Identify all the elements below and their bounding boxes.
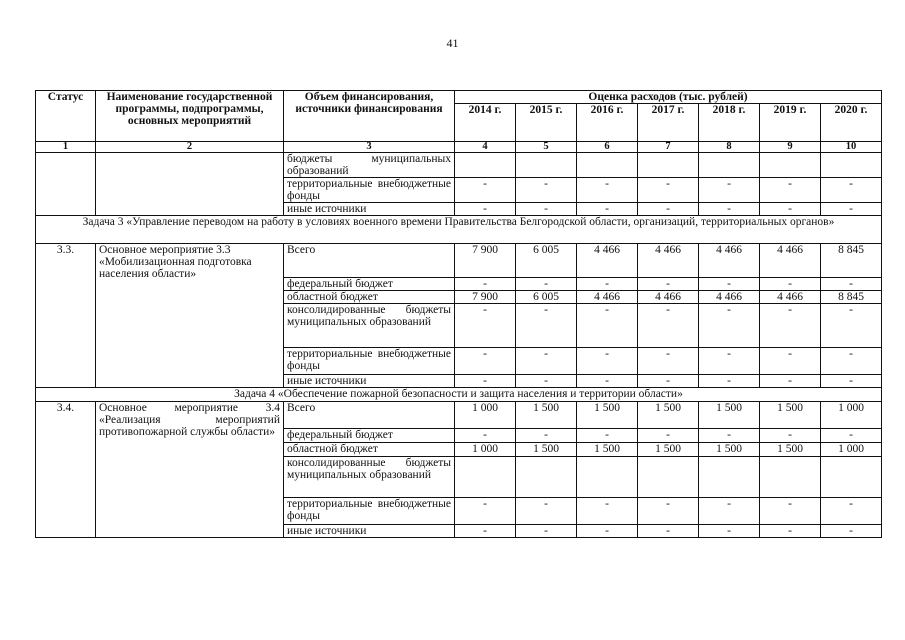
expense-value: - <box>516 304 577 348</box>
expense-value: - <box>821 203 882 216</box>
financing-source: федеральный бюджет <box>284 429 455 443</box>
header-expense-estimate: Оценка расходов (тыс. рублей) <box>455 91 882 104</box>
expense-value <box>638 457 699 498</box>
table-row <box>36 402 882 429</box>
financing-source: иные источники <box>284 203 455 216</box>
expense-value: 1 500 <box>516 402 577 429</box>
expense-value: - <box>516 525 577 538</box>
expense-value: - <box>455 304 516 348</box>
expense-value: 4 466 <box>577 291 638 304</box>
expense-value <box>577 153 638 178</box>
column-number: 10 <box>821 142 882 153</box>
expense-value: 1 500 <box>699 402 760 429</box>
header-program-name: Наименование государственной программы, подпрограммы, основных мероприятий <box>96 91 284 142</box>
header-year: 2020 г. <box>821 104 882 142</box>
status-number: 3.4. <box>36 402 96 538</box>
expense-value: - <box>760 304 821 348</box>
expense-value: - <box>638 178 699 203</box>
expense-value: 4 466 <box>577 244 638 278</box>
expense-value <box>699 457 760 498</box>
expense-value: - <box>699 429 760 443</box>
expense-value: 8 845 <box>821 244 882 278</box>
expense-value <box>760 457 821 498</box>
expense-value: - <box>821 375 882 388</box>
expense-value: 1 500 <box>638 402 699 429</box>
financing-source: областной бюджет <box>284 291 455 304</box>
header-year: 2019 г. <box>760 104 821 142</box>
expense-estimate-table <box>35 90 882 538</box>
expense-value: 1 500 <box>760 402 821 429</box>
task-row <box>36 388 882 402</box>
expense-value: - <box>455 348 516 375</box>
expense-value: - <box>577 178 638 203</box>
financing-source: территориальные внебюджетные фонды <box>284 348 455 375</box>
financing-source: иные источники <box>284 375 455 388</box>
expense-value: - <box>760 178 821 203</box>
expense-value: 6 005 <box>516 291 577 304</box>
header-status: Статус <box>36 91 96 142</box>
expense-value: - <box>638 429 699 443</box>
financing-source: территориальные внебюджетные фонды <box>284 498 455 525</box>
expense-value: - <box>577 525 638 538</box>
financing-source: территориальные внебюджетные фонды <box>284 178 455 203</box>
expense-value: - <box>455 178 516 203</box>
expense-value: 7 900 <box>455 291 516 304</box>
expense-value: - <box>699 375 760 388</box>
expense-value: 1 500 <box>638 443 699 457</box>
expense-value: - <box>516 178 577 203</box>
expense-value: - <box>699 525 760 538</box>
expense-value: - <box>577 304 638 348</box>
task-title: Задача 4 «Обеспечение пожарной безопасности и защита населения и территории области» <box>36 388 882 402</box>
expense-value: - <box>760 375 821 388</box>
expense-value: 4 466 <box>760 291 821 304</box>
expense-value: 1 500 <box>699 443 760 457</box>
expense-value: - <box>821 525 882 538</box>
expense-value: - <box>699 203 760 216</box>
expense-value: - <box>455 375 516 388</box>
expense-value: - <box>699 498 760 525</box>
expense-value: 1 000 <box>455 443 516 457</box>
expense-value: - <box>760 429 821 443</box>
financing-source: Всего <box>284 402 455 429</box>
expense-value: - <box>821 348 882 375</box>
expense-value: 4 466 <box>760 244 821 278</box>
column-number: 6 <box>577 142 638 153</box>
expense-value: - <box>516 348 577 375</box>
activity-name: Основное мероприятие 3.4 «Реализация мероприятий противопожарной службы области» <box>96 402 284 538</box>
status-number: 3.3. <box>36 244 96 388</box>
expense-value <box>760 153 821 178</box>
expense-value <box>516 457 577 498</box>
expense-value: 4 466 <box>699 291 760 304</box>
column-number: 4 <box>455 142 516 153</box>
financing-source: Всего <box>284 244 455 278</box>
task-title: Задача 3 «Управление переводом на работу в условиях военного времени Правительства Белгородской области, организаций, территориальных органов» <box>36 216 882 244</box>
column-number: 1 <box>36 142 96 153</box>
financing-source: бюджеты муниципальных образований <box>284 153 455 178</box>
expense-value: - <box>760 525 821 538</box>
expense-value: - <box>821 278 882 291</box>
expense-value: - <box>577 429 638 443</box>
expense-value: - <box>455 429 516 443</box>
expense-value: 1 000 <box>455 402 516 429</box>
header-year: 2017 г. <box>638 104 699 142</box>
expense-value: - <box>699 348 760 375</box>
expense-value: - <box>638 278 699 291</box>
status-cell-empty <box>36 153 96 216</box>
task-row <box>36 216 882 244</box>
expense-value: - <box>760 348 821 375</box>
expense-value: - <box>516 375 577 388</box>
table-body <box>36 153 882 538</box>
expense-value: - <box>821 498 882 525</box>
expense-value: 4 466 <box>638 291 699 304</box>
header-year: 2018 г. <box>699 104 760 142</box>
expense-value: 1 500 <box>577 443 638 457</box>
expense-value: 7 900 <box>455 244 516 278</box>
column-number: 9 <box>760 142 821 153</box>
expense-value: - <box>516 278 577 291</box>
expense-value: - <box>760 203 821 216</box>
expense-value <box>455 457 516 498</box>
expense-value <box>821 153 882 178</box>
expense-value: - <box>455 498 516 525</box>
activity-name: Основное мероприятие 3.3 «Мобилизационная подготовка населения области» <box>96 244 284 388</box>
expense-value: 6 005 <box>516 244 577 278</box>
expense-value: - <box>821 178 882 203</box>
financing-source: иные источники <box>284 525 455 538</box>
expense-value: 1 500 <box>577 402 638 429</box>
expense-value: - <box>699 304 760 348</box>
expense-value: - <box>516 429 577 443</box>
financing-source: консолидированные бюджеты муниципальных образований <box>284 304 455 348</box>
header-year: 2016 г. <box>577 104 638 142</box>
expense-value: - <box>577 498 638 525</box>
financing-source: областной бюджет <box>284 443 455 457</box>
header-year: 2015 г. <box>516 104 577 142</box>
expense-value: - <box>638 498 699 525</box>
expense-value: 1 500 <box>760 443 821 457</box>
column-number: 3 <box>284 142 455 153</box>
expense-value: - <box>821 429 882 443</box>
expense-value: - <box>455 278 516 291</box>
expense-value <box>455 153 516 178</box>
expense-value: - <box>577 203 638 216</box>
expense-value: - <box>699 278 760 291</box>
expense-value: - <box>577 375 638 388</box>
expense-value: - <box>577 348 638 375</box>
expense-value <box>516 153 577 178</box>
column-number: 2 <box>96 142 284 153</box>
expense-value: 8 845 <box>821 291 882 304</box>
table-row <box>36 244 882 278</box>
expense-value: - <box>516 203 577 216</box>
table-row <box>36 153 882 178</box>
column-number: 8 <box>699 142 760 153</box>
expense-value: - <box>638 304 699 348</box>
expense-value: - <box>760 498 821 525</box>
expense-value: - <box>577 278 638 291</box>
header-year: 2014 г. <box>455 104 516 142</box>
expense-value <box>638 153 699 178</box>
expense-value: - <box>699 178 760 203</box>
expense-value <box>699 153 760 178</box>
financing-source: консолидированные бюджеты муниципальных образований <box>284 457 455 498</box>
expense-value: - <box>516 498 577 525</box>
expense-value: 1 000 <box>821 443 882 457</box>
expense-value: - <box>638 375 699 388</box>
expense-value: - <box>821 304 882 348</box>
header-financing-volume: Объем финансирования, источники финансирования <box>284 91 455 142</box>
column-number: 5 <box>516 142 577 153</box>
expense-value: 4 466 <box>699 244 760 278</box>
expense-value: - <box>455 525 516 538</box>
financing-source: федеральный бюджет <box>284 278 455 291</box>
expense-value: - <box>638 203 699 216</box>
expense-value <box>821 457 882 498</box>
expense-value: 1 000 <box>821 402 882 429</box>
page-number: 41 <box>446 36 459 50</box>
expense-value: - <box>455 203 516 216</box>
column-number: 7 <box>638 142 699 153</box>
expense-value: - <box>638 348 699 375</box>
expense-value <box>577 457 638 498</box>
name-cell-empty <box>96 153 284 216</box>
expense-value: 4 466 <box>638 244 699 278</box>
expense-value: 1 500 <box>516 443 577 457</box>
expense-value: - <box>638 525 699 538</box>
expense-value: - <box>760 278 821 291</box>
